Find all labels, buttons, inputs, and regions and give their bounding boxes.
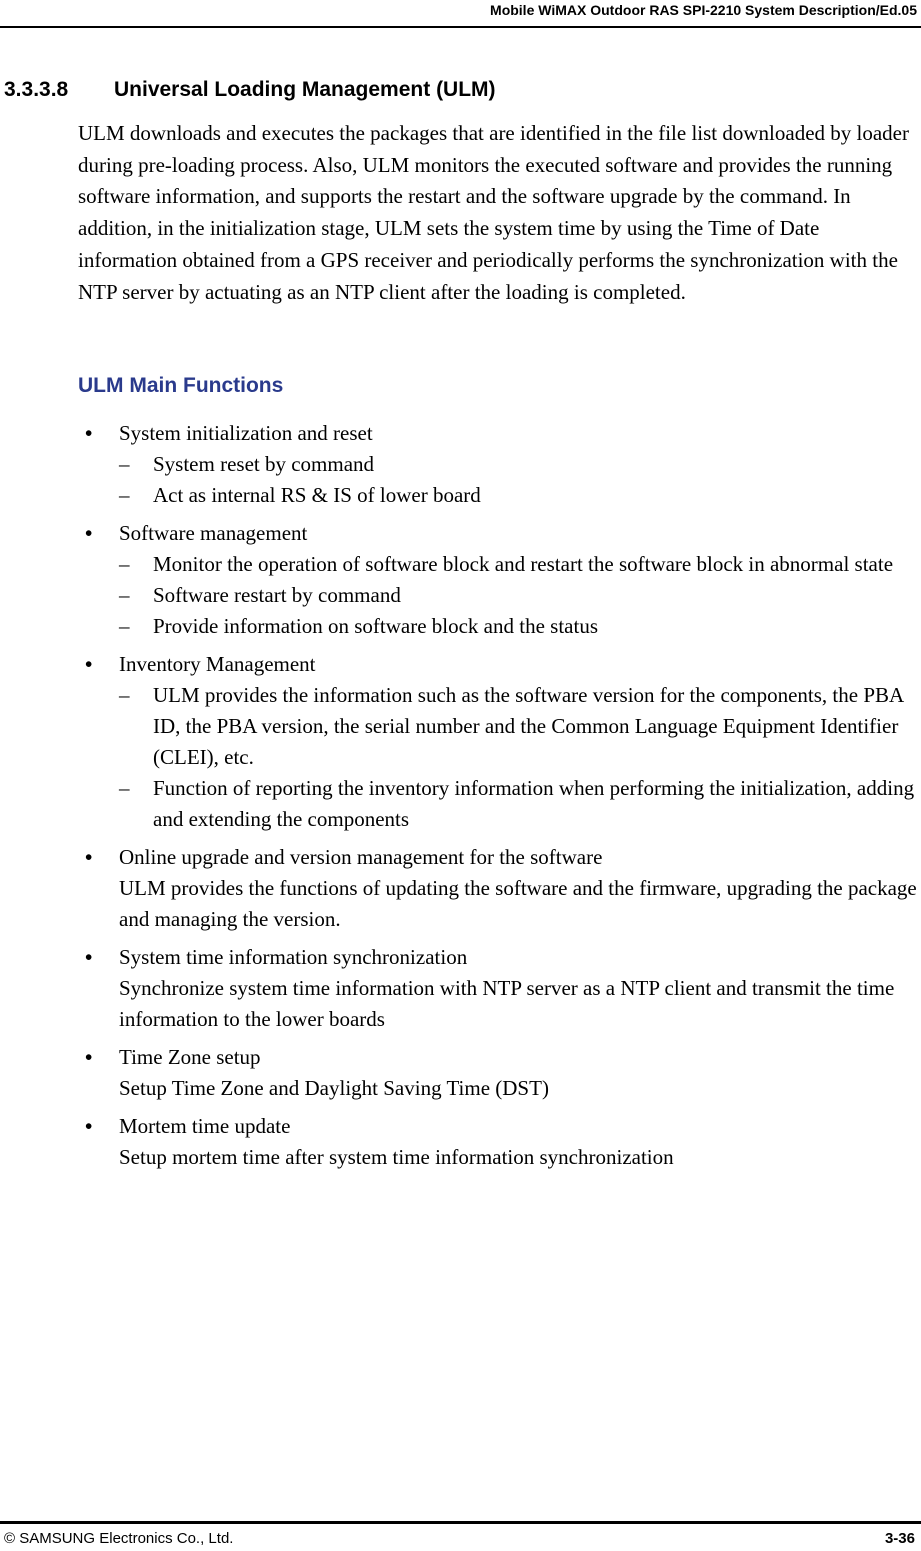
dash-icon: – <box>119 683 130 707</box>
function-subitem <box>119 449 918 480</box>
footer-copyright: © SAMSUNG Electronics Co., Ltd. <box>4 1530 234 1547</box>
function-subitem <box>119 580 918 611</box>
function-sublist <box>119 549 918 642</box>
document-header-title: Mobile WiMAX Outdoor RAS SPI-2210 System Description/Ed.05 <box>490 2 917 18</box>
bullet-icon: • <box>85 1045 93 1069</box>
bullet-icon: • <box>85 521 93 545</box>
function-item-inventory-management <box>78 649 918 835</box>
function-subitem <box>119 480 918 511</box>
header-divider <box>0 26 921 28</box>
function-item-mortem-time <box>78 1111 918 1173</box>
section-number: 3.3.3.8 <box>4 78 69 101</box>
function-subitem-text: Function of reporting the inventory information when performing the initialization, adding and extending the components <box>153 776 915 831</box>
dash-icon: – <box>119 552 130 576</box>
function-subitem-text: Provide information on software block and the status <box>153 614 598 638</box>
function-title: System initialization and reset <box>119 421 373 445</box>
bullet-icon: • <box>85 945 93 969</box>
function-item-system-init <box>78 418 918 511</box>
function-title: Inventory Management <box>119 652 316 676</box>
function-title: Software management <box>119 521 308 545</box>
section-title: Universal Loading Management (ULM) <box>114 78 496 101</box>
function-subitem <box>119 611 918 642</box>
functions-heading: ULM Main Functions <box>78 374 284 397</box>
function-item-software-management <box>78 518 918 642</box>
function-subitem-text: Monitor the operation of software block and restart the software block in abnormal state <box>153 552 894 576</box>
function-item-online-upgrade <box>78 842 918 935</box>
function-title: Mortem time update <box>119 1114 291 1138</box>
function-item-time-sync <box>78 942 918 1035</box>
function-sublist <box>119 449 918 511</box>
page-number: 3-36 <box>884 1530 915 1547</box>
function-subitem-text: Software restart by command <box>153 583 401 607</box>
section-intro-paragraph: ULM downloads and executes the packages that are identified in the file list downloaded by loader during pre-loading process. Also, ULM monitors the executed software and provides the running software information, and supports the restart and the software upgrade by the command. In addition, in the initialization stage, ULM sets the system time by using the Time of Date information obtained from a GPS receiver and periodically performs the synchronization with the NTP server by actuating as an NTP client after the loading is completed. <box>78 121 909 304</box>
function-title: Online upgrade and version management for the software <box>119 845 603 869</box>
bullet-icon: • <box>85 652 93 676</box>
function-title: System time information synchronization <box>119 945 468 969</box>
function-subitem-text: ULM provides the information such as the software version for the components, the PBA ID, the PBA version, the serial number and the Common Language Equipment Identifier (CLEI), etc. <box>153 683 904 769</box>
dash-icon: – <box>119 776 130 800</box>
function-item-time-zone <box>78 1042 918 1104</box>
function-subitem-text: System reset by command <box>153 452 375 476</box>
dash-icon: – <box>119 614 130 638</box>
dash-icon: – <box>119 452 130 476</box>
functions-list <box>78 418 918 1180</box>
function-subitem <box>119 549 918 580</box>
function-description: ULM provides the functions of updating the software and the firmware, upgrading the package and managing the version. <box>119 876 917 931</box>
bullet-icon: • <box>85 421 93 445</box>
function-subitem <box>119 680 918 773</box>
function-subitem-text: Act as internal RS & IS of lower board <box>153 483 481 507</box>
function-title: Time Zone setup <box>119 1045 261 1069</box>
function-description: Synchronize system time information with NTP server as a NTP client and transmit the time information to the lower boards <box>119 976 895 1031</box>
function-description: Setup mortem time after system time information synchronization <box>119 1145 674 1169</box>
bullet-icon: • <box>85 1114 93 1138</box>
footer-divider <box>0 1521 921 1524</box>
function-sublist <box>119 680 918 835</box>
section-heading <box>4 78 496 102</box>
function-description: Setup Time Zone and Daylight Saving Time (DST) <box>119 1076 549 1100</box>
dash-icon: – <box>119 483 130 507</box>
dash-icon: – <box>119 583 130 607</box>
bullet-icon: • <box>85 845 93 869</box>
function-subitem <box>119 773 918 835</box>
